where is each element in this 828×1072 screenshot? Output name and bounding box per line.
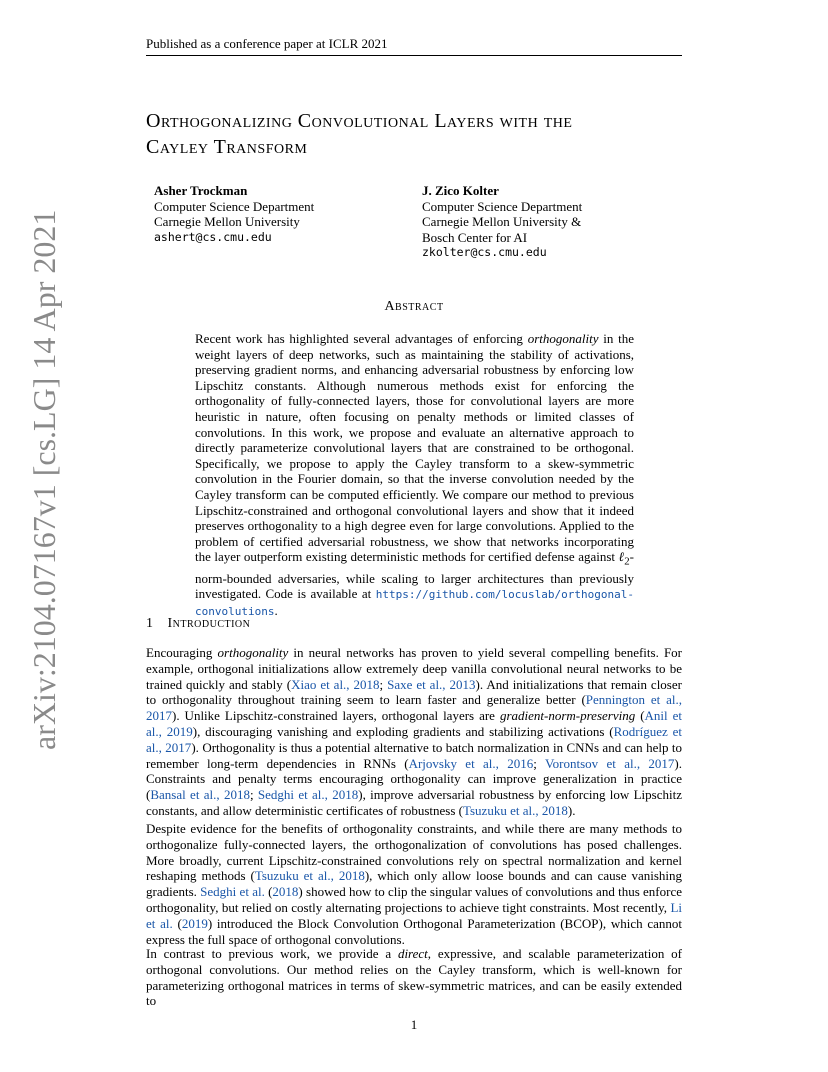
citation-link[interactable]: Sedghi et al., 2018 (257, 787, 359, 803)
text-run: ). Orthogonality is thus a potential alternative to batch normalization in CNNs and can help to remember long-term dependencies in RNNs ( (146, 739, 682, 771)
citation-link[interactable]: Tsuzuku et al., 2018 (462, 802, 568, 818)
author-email[interactable]: ashert@cs.cmu.edu (154, 229, 272, 244)
text-run: Despite evidence for the benefits of orthogonality constraints, and while there are many methods to orthogonalize fully-connected layers, the orthogonalization of convolutions has posed challenges. More broadly, current Lipschitz-constrained convolutions rely on spectral normalization and kernel reshaping methods ( (146, 821, 682, 884)
text-run: In contrast to previous work, we provide a (146, 946, 398, 961)
citation-link[interactable]: Bansal et al., 2018 (150, 787, 250, 803)
emphasis: orthogonality (217, 645, 289, 660)
text-run: in neural networks has proven to yield several compelling benefits. For example, orthogonal initializations allow extremely deep vanilla convolutional neural networks to be trained quickly and stably ( (146, 645, 683, 692)
text-run: ; (379, 676, 388, 692)
author-name: J. Zico Kolter (422, 183, 499, 198)
section-title: Introduction (167, 616, 251, 631)
emphasis: gradient-norm-preserving (499, 708, 636, 724)
author-affiliation: Carnegie Mellon University & (422, 214, 582, 229)
text-run: ). And initializations that remain closer to orthogonality throughout training seem to learn faster and generalize better ( (146, 676, 682, 708)
page-number: 1 (410, 1017, 418, 1032)
paragraph (146, 821, 682, 947)
math-subscript: 2 (624, 555, 630, 568)
text-run: ), discouraging vanishing and exploding gradients and stabilizing activations ( (192, 723, 614, 739)
emphasis: direct (397, 946, 428, 961)
arxiv-identifier: arXiv:2104.07167v1 [cs.LG] 14 Apr 2021 (26, 209, 62, 750)
text-run: ), improve adversarial robustness by enforcing low Lipschitz constants, and allow deterministic certificates of robustness ( (146, 787, 682, 818)
text-run: Recent work has highlighted several advantages of enforcing (195, 331, 528, 346)
section-heading (146, 615, 250, 633)
author-block-1 (154, 183, 394, 245)
citation-link[interactable]: Anil et al., 2019 (146, 708, 682, 739)
author-block-2 (422, 183, 682, 261)
text-run: ). Constraints and penalty terms encouraging orthogonality can improve generalization in practice ( (146, 755, 682, 803)
author-affiliation: Carnegie Mellon University (154, 214, 300, 229)
citation-link[interactable]: Tsuzuku et al., 2018 (254, 868, 365, 884)
text-run: ; (533, 755, 545, 771)
citation-link[interactable]: 2018 (272, 884, 299, 900)
abstract-text (195, 331, 634, 619)
citation-link[interactable]: Arjovsky et al., 2016 (408, 755, 534, 771)
running-header: Published as a conference paper at ICLR 2021 (146, 36, 682, 56)
text-run: ( (635, 708, 645, 724)
text-run: in the weight layers of deep networks, such as maintaining the stability of activations, preserving gradient norms, and enhancing adversarial robustness by enforcing low Lipschitz constants. Although numerous methods exist for enforcing the orthogonality of fully-connected layers, those for convolutional layers are more heuristic in nature, often focusing on penalty methods or limited classes of convolutions. In this work, we propose and evaluate an alternative approach to directly parameterize convolutional layers that are constrained to be orthogonal. Specifically, we propose to apply the Cayley transform to a skew-symmetric convolution in the Fourier domain, so that the inverse convolution needed by the Cayley transform can be computed efficiently. We compare our method to previous Lipschitz-constrained and orthogonal convolutional layers and show that it indeed preserves orthogonality to a high degree even for large convolutions. Applied to the problem of certified adversarial robustness, we show that networks incorporating the layer outperform existing deterministic methods for certified defense against (195, 331, 634, 565)
citation-link[interactable]: Xiao et al., 2018 (291, 676, 380, 692)
author-affiliation: Bosch Center for AI (422, 229, 528, 245)
citation-link[interactable]: Li et al. (146, 899, 682, 931)
code-url-link[interactable]: https://github.com/locuslab/orthogonal-convolutions (195, 588, 634, 618)
citation-link[interactable]: 2019 (181, 915, 208, 931)
title-line-1: Orthogonalizing Convolutional Layers with the (146, 110, 573, 132)
text-run: ; (249, 787, 258, 803)
author-email[interactable]: zkolter@cs.cmu.edu (422, 245, 547, 259)
citation-link[interactable]: Saxe et al., 2013 (387, 676, 476, 692)
section-number: 1 (146, 616, 154, 631)
text-run: ). (567, 802, 576, 818)
text-run: ) introduced the Block Convolution Orthogonal Parameterization (BCOP), which cannot express the full space of orthogonal convolutions. (146, 915, 682, 947)
text-run: , expressive, and scalable parameterization of orthogonal convolutions. Our method relies on the Cayley transform, which is well-known for parameterizing orthogonal matrices in terms of skew-symmetric matrices, and can be easily extended to (146, 946, 682, 1009)
text-run: Encouraging (146, 645, 218, 660)
math-symbol: ℓ (618, 549, 625, 565)
abstract-heading: Abstract (384, 299, 444, 314)
text-run: . (274, 602, 278, 618)
emphasis: orthogonality (527, 331, 599, 346)
citation-link[interactable]: Rodríguez et al., 2017 (146, 723, 682, 755)
author-name: Asher Trockman (154, 183, 248, 198)
author-affiliation: Computer Science Department (422, 198, 583, 214)
citation-link[interactable]: Sedghi et al. (200, 884, 265, 900)
text-run: ( (264, 884, 273, 900)
text-run: ) showed how to clip the singular values of convolutions and thus enforce orthogonality, but relied on costly alternating projections to achieve tight constraints. Most recently, (146, 884, 682, 915)
paragraph (146, 946, 682, 1009)
author-affiliation: Computer Science Department (154, 198, 315, 214)
paragraph (146, 645, 682, 819)
text-run: -norm-bounded adversaries, while scaling to larger architectures than previously investigated. Code is available at (195, 549, 634, 602)
text-run: ), which only allow loose bounds and can cause vanishing gradients. (146, 868, 683, 900)
paper-title (146, 108, 706, 160)
text-run: ( (172, 915, 182, 931)
citation-link[interactable]: Vorontsov et al., 2017 (544, 755, 675, 771)
citation-link[interactable]: Pennington et al., 2017 (146, 692, 682, 724)
title-line-2: Cayley Transform (146, 136, 308, 158)
text-run: ). Unlike Lipschitz-constrained layers, orthogonal layers are (172, 708, 500, 724)
